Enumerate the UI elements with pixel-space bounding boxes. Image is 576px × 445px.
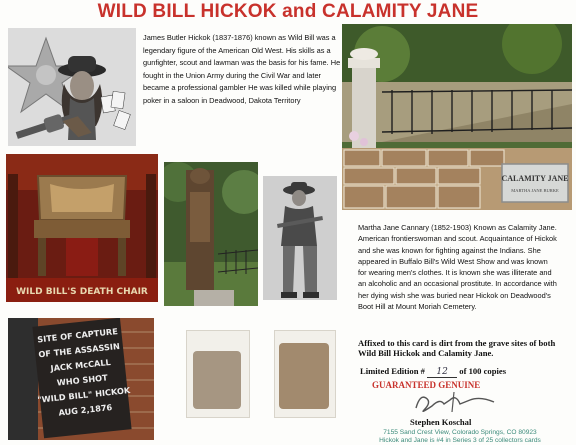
series-note: Hickok and Jane is #4 in Series 3 of 25 collectors cards bbox=[379, 437, 541, 444]
hickok-statue-photo bbox=[164, 162, 258, 306]
sign-line-2: OF THE ASSASSIN bbox=[37, 340, 121, 360]
sign-line-6: AUG 2,1876 bbox=[58, 402, 113, 418]
hickok-portrait-photo bbox=[8, 28, 136, 146]
sign-line-1: SITE OF CAPTURE bbox=[36, 326, 119, 345]
card-title: WILD BILL HICKOK and CALAMITY JANE bbox=[97, 1, 479, 22]
calamity-jane-grave-photo bbox=[342, 24, 572, 210]
sign-line-3: JACK McCALL bbox=[50, 356, 112, 374]
guaranteed-genuine-text: GUARANTEED GENUINE bbox=[372, 380, 481, 390]
limited-edition-line bbox=[360, 366, 570, 378]
grave-plaque-title: CALAMITY JANE bbox=[501, 174, 569, 183]
calamity-jane-portrait-photo bbox=[263, 176, 337, 300]
calamity-jane-grave-dirt-bag bbox=[274, 330, 336, 418]
footer-address bbox=[350, 429, 570, 445]
hickok-bio-text: James Butler Hickok (1837-1876) known as Wild Bill was a legendary figure of the American Old West. His skills as a gunfighter, scout and lawman was the basis for his fame. He fought in the Union Army during the Civil War and later became a professional gambler He was killed while playing poker in a saloon in Deadwood, Dakota Territory bbox=[143, 33, 341, 105]
death-chair-photo bbox=[6, 154, 158, 302]
sign-line-4: WHO SHOT bbox=[56, 372, 109, 388]
affixed-dirt-note: Affixed to this card is dirt from the grave sites of both Wild Bill Hickok and Calamity Jane. bbox=[358, 338, 556, 358]
edition-prefix: Limited Edition # bbox=[360, 366, 425, 376]
death-chair-label: WILD BILL'S DEATH CHAIR bbox=[16, 287, 148, 297]
sign-line-5: "WILD BILL" HICKOK bbox=[36, 385, 131, 405]
capture-site-sign-photo bbox=[8, 318, 154, 440]
grave-plaque-subtitle: MARTHA JANE BURKE bbox=[511, 188, 559, 193]
hickok-grave-dirt-bag bbox=[186, 330, 250, 418]
signer-name: Stephen Koschal bbox=[410, 417, 472, 427]
calamity-jane-bio-text: Martha Jane Cannary (1852-1903) Known as Calamity Jane. American frontierswoman and scout. Acquaintance of Hickok and she was known for fighting against the Indians. She appeared in Buffalo Bill's Wild West Show and was known for wearing men's clothes. It is known she was illiterate and an alcoholic and an occasional prostitute. In accordance with her dying wish she was buried near Hickok on Deadwood's Boot Hill at Mount Moriah Cemetery. bbox=[358, 223, 557, 312]
signature bbox=[410, 390, 500, 416]
edition-number: 12 bbox=[427, 367, 457, 378]
edition-suffix: of 100 copies bbox=[459, 366, 507, 376]
address-line: 7155 Sand Crest View, Colorado Springs, CO 80923 bbox=[383, 429, 537, 436]
